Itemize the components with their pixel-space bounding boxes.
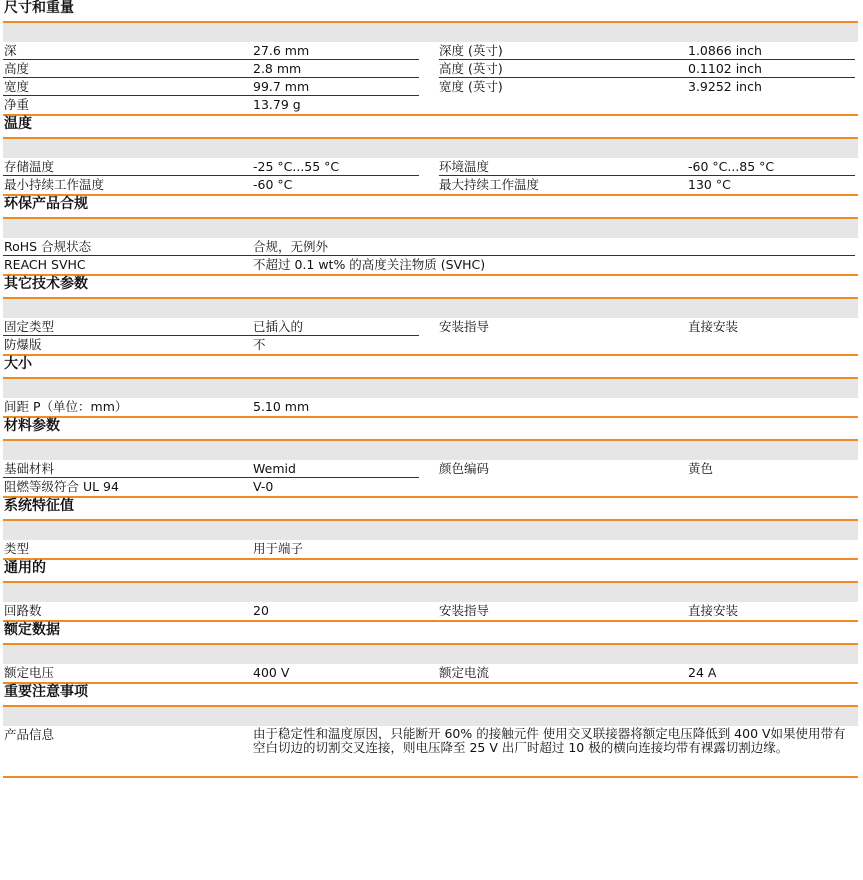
section-header-bar: [3, 137, 858, 158]
spec-value-2: 130 °C: [688, 177, 731, 192]
spec-value-2: 24 A: [688, 665, 717, 680]
spec-value: 不超过 0.1 wt% 的高度关注物质 (SVHC): [253, 257, 486, 272]
spec-value: 已插入的: [253, 319, 304, 334]
spec-label-2: 额定电流: [439, 665, 490, 680]
spec-section: [3, 116, 858, 196]
spec-value: V-0: [253, 479, 274, 494]
spec-label: 阻燃等级符合 UL 94: [4, 479, 119, 494]
section-rows: [3, 158, 858, 194]
section-title: 环保产品合规: [4, 196, 88, 212]
spec-label-2: 颜色编码: [439, 461, 490, 476]
spec-label: 回路数: [4, 603, 42, 618]
section-end-line: [3, 776, 858, 778]
section-header-bar: [3, 439, 858, 460]
spec-row: [3, 176, 858, 194]
spec-value-2: 1.0866 inch: [688, 43, 762, 58]
spec-value-2: 黄色: [688, 461, 714, 476]
spec-value: -25 °C...55 °C: [253, 159, 340, 174]
spec-value-2: -60 °C...85 °C: [688, 159, 775, 174]
spec-row: [3, 336, 858, 354]
spec-value-2: 直接安装: [688, 319, 739, 334]
spec-value: Wemid: [253, 461, 296, 476]
spec-label: REACH SVHC: [4, 257, 86, 272]
note-text: 由于稳定性和温度原因，只能断开 60% 的接触元件 使用交叉联接器将额定电压降低到 400 V如果使用带有空白切边的切割交叉连接，则电压降至 25 V 出厂时超过 10 极的横向连接均带有裸露切割边缘。: [253, 726, 846, 755]
spec-label: 深: [4, 43, 17, 58]
section-title: 大小: [4, 356, 32, 372]
spec-section: [3, 560, 858, 622]
spec-value: 合规，无例外: [253, 239, 329, 254]
spec-label-2: 深度 (英寸): [439, 43, 503, 58]
spec-value: 2.8 mm: [253, 61, 302, 76]
section-header-bar: [3, 377, 858, 398]
spec-row: [3, 398, 858, 416]
spec-value: 20: [253, 603, 269, 618]
spec-value: 13.79 g: [253, 97, 301, 112]
section-rows: [3, 238, 858, 274]
section-title: 额定数据: [4, 622, 60, 638]
spec-row: [3, 42, 858, 60]
spec-row: [3, 540, 858, 558]
spec-label: 高度: [4, 61, 30, 76]
spec-label-2: 宽度 (英寸): [439, 79, 503, 94]
spec-label: RoHS 合规状态: [4, 239, 92, 254]
spec-label: 存储温度: [4, 159, 55, 174]
section-header-bar: [3, 519, 858, 540]
spec-label: 最小持续工作温度: [4, 177, 105, 192]
spec-label-2: 安装指导: [439, 319, 490, 334]
spec-value: 用于端子: [253, 541, 304, 556]
spec-value: 不: [253, 337, 266, 352]
spec-label: 基础材料: [4, 461, 55, 476]
spec-row: [3, 664, 858, 682]
spec-label: 额定电压: [4, 665, 55, 680]
spec-section: [3, 498, 858, 560]
spec-row: [3, 60, 858, 78]
section-rows: [3, 42, 858, 114]
spec-value: 400 V: [253, 665, 290, 680]
spec-section: [3, 276, 858, 356]
spec-label: 净重: [4, 97, 30, 112]
section-title: 尺寸和重量: [4, 0, 74, 16]
spec-row: [3, 460, 858, 478]
section-rows: [3, 726, 858, 776]
spec-value-2: 3.9252 inch: [688, 79, 762, 94]
section-rows: [3, 460, 858, 496]
section-header-bar: [3, 643, 858, 664]
spec-row: [3, 256, 858, 274]
spec-section: [3, 418, 858, 498]
note-row: [3, 726, 858, 776]
spec-section: [3, 684, 858, 778]
section-header-bar: [3, 297, 858, 318]
spec-value-2: 0.1102 inch: [688, 61, 762, 76]
section-title: 温度: [4, 116, 32, 132]
section-rows: [3, 540, 858, 558]
section-rows: [3, 318, 858, 354]
spec-value-2: 直接安装: [688, 603, 739, 618]
section-rows: [3, 664, 858, 682]
section-title: 材料参数: [4, 418, 60, 434]
spec-row: [3, 318, 858, 336]
spec-label-2: 最大持续工作温度: [439, 177, 540, 192]
section-title: 通用的: [4, 560, 46, 576]
spec-row: [3, 158, 858, 176]
spec-value: 27.6 mm: [253, 43, 310, 58]
spec-value: 5.10 mm: [253, 399, 310, 414]
spec-label-2: 环境温度: [439, 159, 490, 174]
spec-label: 宽度: [4, 79, 30, 94]
spec-row: [3, 602, 858, 620]
section-title: 其它技术参数: [4, 276, 88, 292]
spec-section: [3, 0, 858, 116]
section-title: 重要注意事项: [4, 684, 88, 700]
spec-value: -60 °C: [253, 177, 293, 192]
section-header-bar: [3, 705, 858, 726]
spec-label: 间距 P（单位：mm）: [4, 399, 128, 414]
spec-label-2: 安装指导: [439, 603, 490, 618]
spec-row: [3, 238, 858, 256]
spec-value: 99.7 mm: [253, 79, 310, 94]
spec-section: [3, 356, 858, 418]
section-rows: [3, 398, 858, 416]
section-header-bar: [3, 21, 858, 42]
spec-label: 固定类型: [4, 319, 55, 334]
spec-section: [3, 196, 858, 276]
section-title: 系统特征值: [4, 498, 74, 514]
spec-row: [3, 96, 858, 114]
spec-label-2: 高度 (英寸): [439, 61, 503, 76]
spec-label: 防爆版: [4, 337, 42, 352]
spec-label: 产品信息: [4, 727, 55, 742]
section-header-bar: [3, 217, 858, 238]
spec-section: [3, 622, 858, 684]
spec-label: 类型: [4, 541, 30, 556]
spec-row: [3, 478, 858, 496]
spec-row: [3, 78, 858, 96]
section-header-bar: [3, 581, 858, 602]
section-rows: [3, 602, 858, 620]
